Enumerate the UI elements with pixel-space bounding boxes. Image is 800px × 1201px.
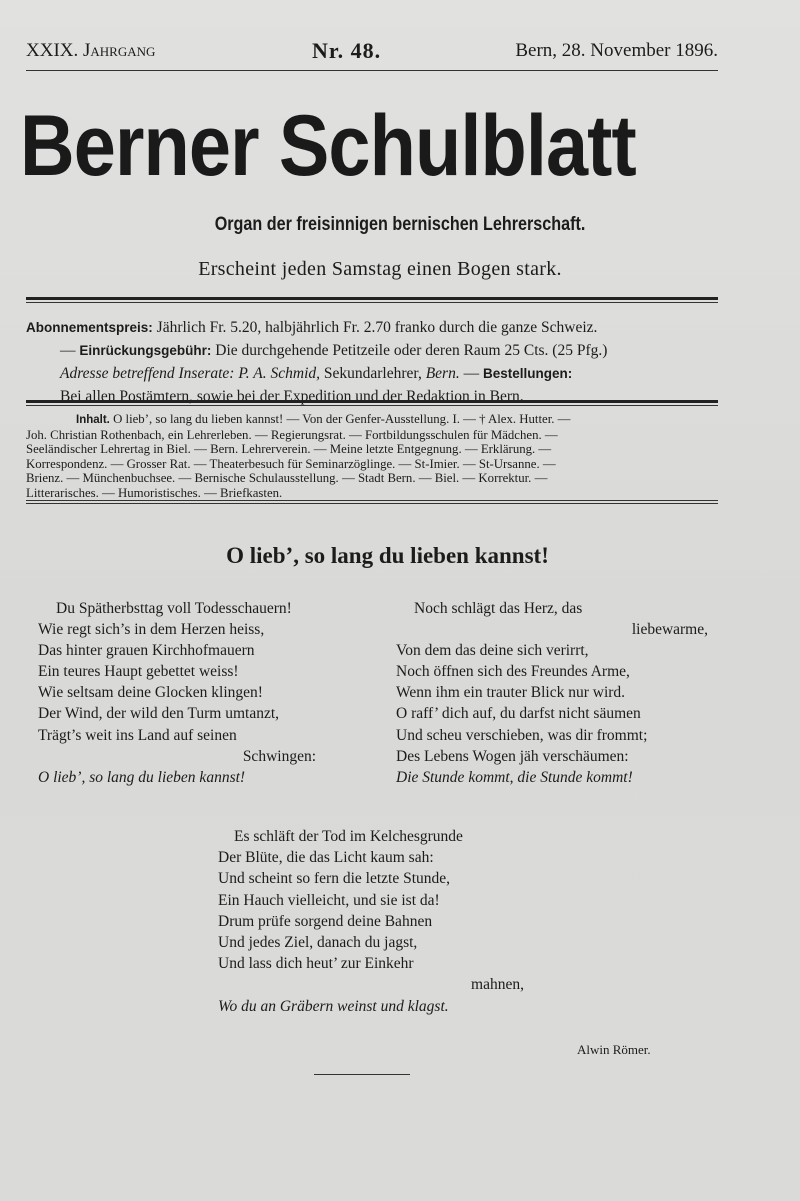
masthead-header-line (26, 38, 718, 64)
poem-line: Und scheu verschieben, was dir frommt; (396, 726, 648, 744)
poem-line: Und jedes Ziel, danach du jagst, (218, 934, 418, 952)
einr-text: Die durchgehende Petitzeile oder deren Raum 25 Cts. (25 Pfg.) (211, 342, 608, 359)
poem-line: O raff’ dich auf, du darfst nicht säumen (396, 705, 641, 723)
place-date: Bern, 28. November 1896. (515, 40, 718, 61)
poem-line: Wenn ihm ein trauter Blick nur wird. (396, 684, 626, 702)
end-rule (314, 1074, 410, 1075)
poem-line: Noch öffnen sich des Freundes Arme, (396, 663, 630, 681)
poem-line: Ein Hauch vielleicht, und sie ist da! (218, 891, 440, 909)
contents-text: O lieb’, so lang du lieben kannst! — Von der Genfer-Ausstellung. I. — † Alex. Hutter. — (109, 412, 571, 426)
double-rule-top (26, 297, 718, 303)
contents-line: Joh. Christian Rothenbach, ein Lehrerleben. — Regierungsrat. — Fortbildungsschulen für Mädchen. — (26, 427, 558, 442)
poem-line: Und lass dich heut’ zur Einkehr (218, 955, 414, 973)
volume-label: XXIX. Jahrgang (26, 40, 156, 61)
newspaper-subtitle (0, 214, 800, 236)
double-rule-bottom (26, 500, 718, 504)
header-rule (26, 70, 718, 71)
poem-stanza-3 (218, 826, 524, 1017)
poem-line: Das hinter grauen Kirchhofmauern (38, 642, 255, 660)
poem-author: Alwin Römer. (577, 1042, 651, 1057)
poem-line: Von dem das deine sich verirrt, (396, 642, 589, 660)
poem-line: Der Blüte, die das Licht kaum sah: (218, 849, 434, 867)
poem-stanza-1 (38, 598, 316, 788)
subtitle-text: Organ der freisinnigen bernischen Lehrerschaft. (214, 214, 586, 235)
publication-frequency: Erscheint jeden Samstag einen Bogen stark. (198, 258, 562, 280)
poem-line: mahnen, (471, 976, 524, 994)
contents-line: Litterarisches. — Humoristisches. — Briefkasten. (26, 485, 283, 500)
double-rule-middle (26, 400, 718, 406)
address-italic: Adresse betreffend Inserate: P. A. Schmid, (60, 365, 321, 382)
info-line-orders: Bei allen Postämtern, sowie bei der Expedition und der Redaktion in Bern. (60, 388, 524, 405)
poem-line: Der Wind, der wild den Turm umtanzt, (38, 705, 280, 723)
info-line-abo (26, 316, 718, 339)
poem-line: Trägt’s weit ins Land auf seinen (38, 726, 237, 744)
poem-stanza-2 (396, 598, 708, 788)
poem-line: liebewarme, (631, 621, 708, 639)
poem-line: Du Spätherbsttag voll Todesschauern! (56, 600, 292, 617)
poem-line: Und scheint so fern die letzte Stunde, (218, 870, 451, 888)
poem-title: O lieb’, so lang du lieben kannst! (226, 543, 549, 568)
poem-line: Noch schlägt das Herz, das (414, 600, 583, 617)
poem-line: Drum prüfe sorgend deine Bahnen (218, 912, 433, 930)
poem-refrain: O lieb’, so lang du lieben kannst! (38, 768, 246, 786)
contents-line: Korrespondenz. — Grosser Rat. — Theaterbesuch für Seminarzöglinge. — St-Imier. — St-Ursanne. — (26, 456, 556, 471)
abo-label: Abonnementspreis: (26, 320, 153, 335)
poem-line: Wie regt sich’s in dem Herzen heiss, (38, 621, 265, 639)
contents-line: Brienz. — Münchenbuchsee. — Bernische Schulausstellung. — Stadt Bern. — Biel. — Korrektur. — (26, 471, 548, 485)
poem-line: Ein teures Haupt gebettet weiss! (38, 663, 239, 681)
contents-line (26, 412, 718, 428)
address-place: Bern. (425, 365, 460, 382)
orders-label: Bestellungen: (482, 366, 573, 381)
poem-line: Wie seltsam deine Glocken klingen! (38, 684, 263, 702)
dash: — (60, 342, 80, 359)
einr-label: Einrückungsgebühr: (79, 343, 212, 358)
newspaper-title: Berner Schulblatt (20, 98, 636, 194)
poem-line: Schwingen: (242, 747, 316, 765)
abo-text: Jährlich Fr. 5.20, halbjährlich Fr. 2.70 franko durch die ganze Schweiz. (152, 319, 598, 336)
contents-line: Seeländischer Lehrertag in Biel. — Bern. Lehrerverein. — Meine letzte Entgegnung. — Erklärung. — (26, 442, 552, 456)
info-line-einr (26, 339, 718, 362)
poem-refrain: Wo du an Gräbern weinst und klagst. (218, 997, 449, 1015)
poem-refrain: Die Stunde kommt, die Stunde kommt! (396, 768, 633, 786)
address-text: Sekundarlehrer, (320, 365, 426, 382)
dash: — (459, 365, 483, 382)
table-of-contents (26, 412, 718, 500)
subscription-info (26, 316, 718, 408)
poem-line: Es schläft der Tod im Kelchesgrunde (234, 828, 463, 845)
info-line-address (26, 362, 718, 385)
contents-label: Inhalt. (76, 414, 110, 426)
poem-line: Des Lebens Wogen jäh verschäumen: (396, 747, 629, 765)
issue-number: Nr. 48. (312, 38, 382, 63)
